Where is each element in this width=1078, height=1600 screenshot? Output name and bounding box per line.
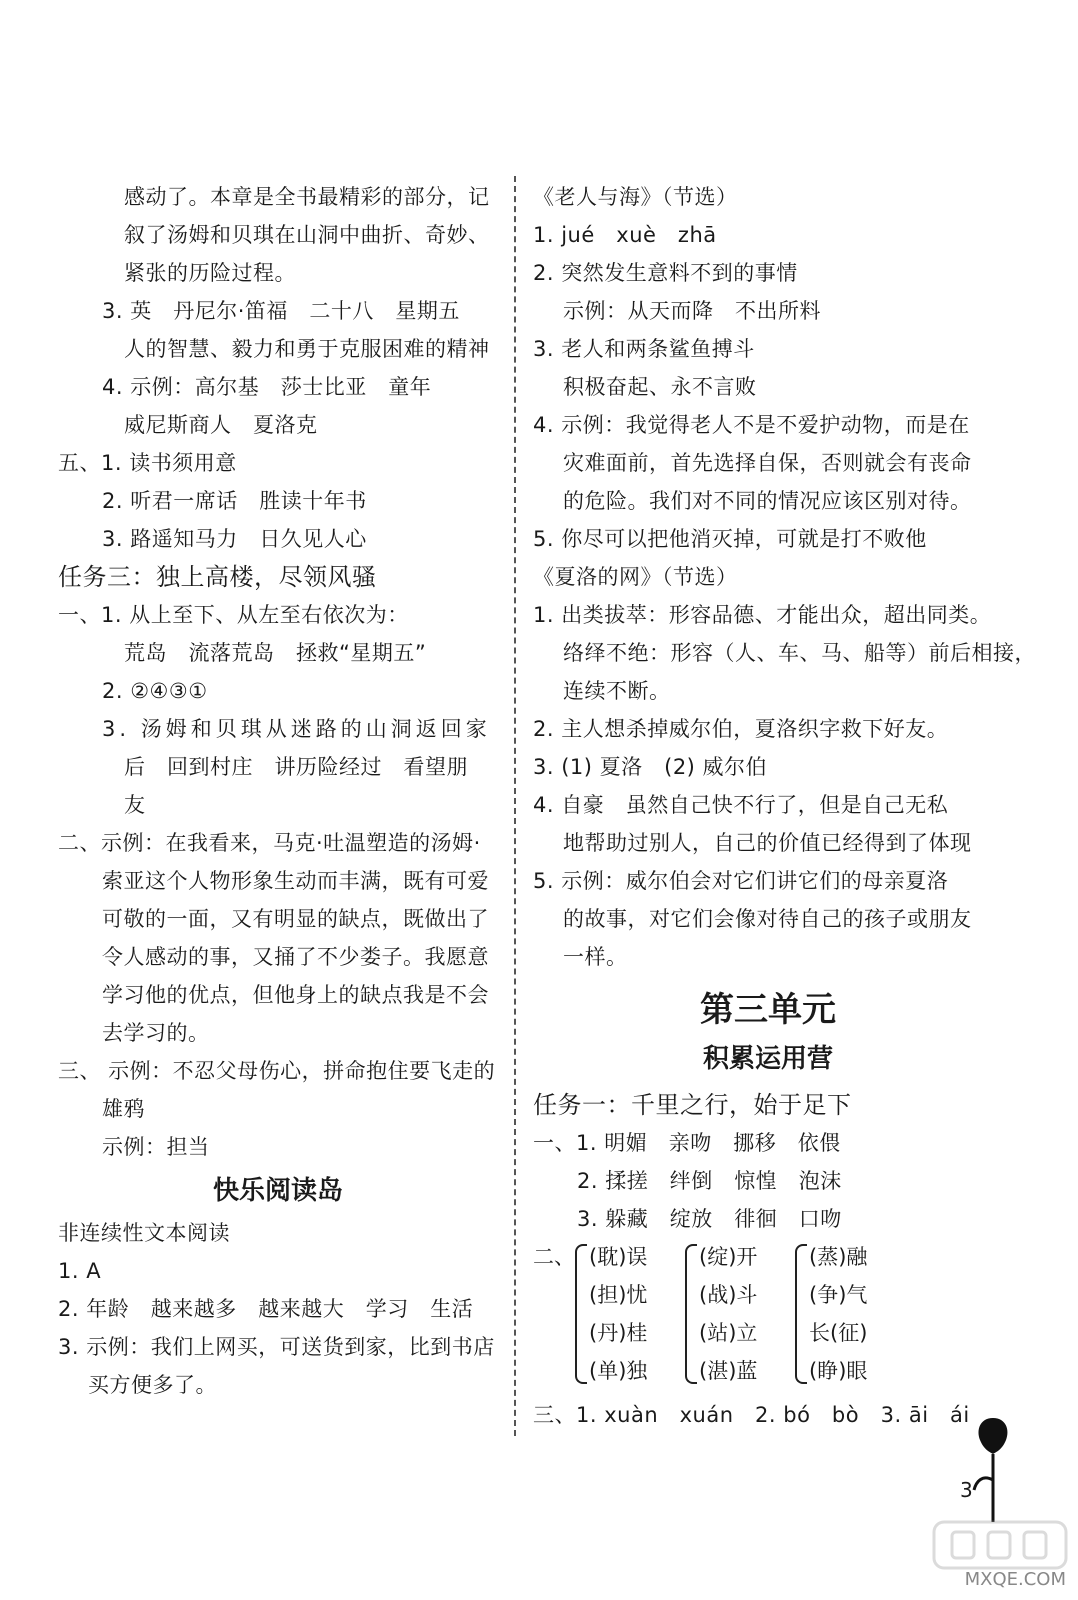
unit-subtitle: 积累运用营 (702, 1044, 833, 1074)
brace-cell: (担)忧 (589, 1283, 648, 1307)
right-line: 地帮助过别人，自己的价值已经得到了体现 (563, 831, 972, 855)
right-line: 4. 示例：我觉得老人不是不爱护动物，而是在 (533, 413, 970, 437)
task-line: 一、1. 明媚 亲吻 挪移 依偎 (533, 1131, 841, 1155)
unit-title: 第三单元 (700, 990, 836, 1030)
left-line: 荒岛 流落荒岛 拯救“星期五” (124, 641, 427, 665)
left-line: 二、示例：在我看来，马克·吐温塑造的汤姆· (58, 831, 481, 855)
task-line: 2. 揉搓 绊倒 惊惶 泡沫 (577, 1169, 842, 1193)
right-line: 4. 自豪 虽然自己快不行了，但是自己无私 (533, 793, 949, 817)
left-line: 4. 示例：高尔基 莎士比亚 童年 (102, 375, 432, 399)
brace-block (533, 1238, 1003, 1390)
brace-group-3 (795, 1238, 867, 1390)
left-line: 3. 路遥知马力 日久见人心 (102, 527, 367, 551)
brace-cell: 长(征) (809, 1321, 868, 1345)
left-line: 2. 听君一席话 胜读十年书 (102, 489, 367, 513)
right-line: 2. 主人想杀掉威尔伯，夏洛织字救下好友。 (533, 717, 949, 741)
right-line: 连续不断。 (563, 679, 671, 703)
left-column (58, 178, 498, 1404)
section-title-reading: 快乐阅读岛 (212, 1176, 343, 1206)
task-line: 3. 躲藏 绽放 徘徊 口吻 (577, 1207, 842, 1231)
right-line: 1. jué xuè zhā (533, 223, 717, 247)
right-line: 5. 示例：威尔伯会对它们讲它们的母亲夏洛 (533, 869, 949, 893)
reading-line: 3. 示例：我们上网买，可送货到家，比到书店 (58, 1335, 495, 1359)
left-line: 一、1. 从上至下、从左至右依次为： (58, 603, 409, 627)
left-reading-lines (58, 1214, 498, 1404)
right-line: 2. 突然发生意料不到的事情 (533, 261, 798, 285)
right-line: 《夏洛的网》（节选） (533, 565, 738, 589)
right-line: 一样。 (563, 945, 628, 969)
brace-cell: (站)立 (699, 1321, 758, 1345)
left-line: 后 回到村庄 讲历险经过 看望朋 (124, 755, 468, 779)
reading-line: 买方便多了。 (88, 1373, 217, 1397)
right-task-lines (533, 1086, 1003, 1238)
right-line: 积极奋起、永不言败 (563, 375, 757, 399)
brace-cell: (湛)蓝 (699, 1359, 758, 1383)
brace-cell: (争)气 (809, 1283, 868, 1307)
flower-icon (970, 1410, 1016, 1530)
right-line: 的危险。我们对不同的情况应该区别对待。 (563, 489, 972, 513)
brace-cell: (单)独 (589, 1359, 648, 1383)
left-line: 人的智慧、毅力和勇于克服困难的精神 (124, 337, 490, 361)
brace-cell: (蒸)融 (809, 1245, 868, 1269)
left-line: 去学习的。 (102, 1021, 210, 1045)
left-line: 3. 汤姆和贝琪从迷路的山洞返回家 (102, 717, 491, 741)
brace-cell: (战)斗 (699, 1283, 758, 1307)
left-line: 3. 英 丹尼尔·笛福 二十八 星期五 (102, 299, 460, 323)
brace-cell: (睁)眼 (809, 1359, 868, 1383)
column-divider (514, 176, 516, 1436)
watermark-text: MXQE.COM (964, 1569, 1066, 1590)
right-line: 3. (1) 夏洛 (2) 威尔伯 (533, 755, 768, 779)
reading-line: 2. 年龄 越来越多 越来越大 学习 生活 (58, 1297, 474, 1321)
right-column (533, 178, 1036, 1434)
right-line: 的故事，对它们会像对待自己的孩子或朋友 (563, 907, 972, 931)
left-line: 威尼斯商人 夏洛克 (124, 413, 318, 437)
left-line: 示例：担当 (102, 1135, 210, 1159)
right-lines (533, 178, 1036, 976)
reading-line: 1. A (58, 1259, 102, 1283)
right-line: 络绎不绝：形容（人、车、马、船等）前后相接， (563, 641, 1036, 665)
right-line: 3. 老人和两条鲨鱼搏斗 (533, 337, 755, 361)
left-lines (58, 178, 498, 1166)
left-line: 友 (124, 793, 146, 817)
left-line: 紧张的历险过程。 (124, 261, 296, 285)
brace-lead: 二、 (533, 1245, 575, 1269)
left-line: 雄鸦 (102, 1097, 145, 1121)
left-line: 叙了汤姆和贝琪在山洞中曲折、奇妙、 (124, 223, 490, 247)
right-line: 示例：从天而降 不出所料 (563, 299, 821, 323)
left-line: 感动了。本章是全书最精彩的部分，记 (124, 185, 490, 209)
left-line: 2. ②④③① (102, 679, 208, 703)
right-line: 灾难面前，首先选择自保，否则就会有丧命 (563, 451, 972, 475)
task-line: 任务一：千里之行，始于足下 (533, 1091, 852, 1119)
left-line: 三、 示例：不忍父母伤心，拼命抱住要飞走的 (58, 1059, 496, 1083)
right-line: 《老人与海》（节选） (533, 185, 738, 209)
brace-cell: (绽)开 (699, 1245, 758, 1269)
right-line: 1. 出类拔萃：形容品德、才能出众，超出同类。 (533, 603, 992, 627)
brace-cell: (丹)桂 (589, 1321, 648, 1345)
left-line: 索亚这个人物形象生动而丰满，既有可爱 (102, 869, 489, 893)
left-line: 可敬的一面，又有明显的缺点，既做出了 (102, 907, 489, 931)
page-number: 3 (960, 1478, 973, 1502)
left-line: 五、1. 读书须用意 (58, 451, 237, 475)
left-line: 任务三：独上高楼，尽领风骚 (58, 563, 377, 591)
right-line: 5. 你尽可以把他消灭掉，可就是打不败他 (533, 527, 927, 551)
left-line: 学习他的优点，但他身上的缺点我是不会 (102, 983, 489, 1007)
reading-line: 非连续性文本阅读 (58, 1221, 230, 1245)
left-line: 令人感动的事，又捅了不少娄子。我愿意 (102, 945, 489, 969)
pinyin-line: 三、1. xuàn xuán 2. bó bò 3. āi ái (533, 1403, 970, 1427)
brace-group-1 (575, 1238, 647, 1390)
brace-cell: (耽)误 (589, 1245, 648, 1269)
brace-group-2 (685, 1238, 757, 1390)
